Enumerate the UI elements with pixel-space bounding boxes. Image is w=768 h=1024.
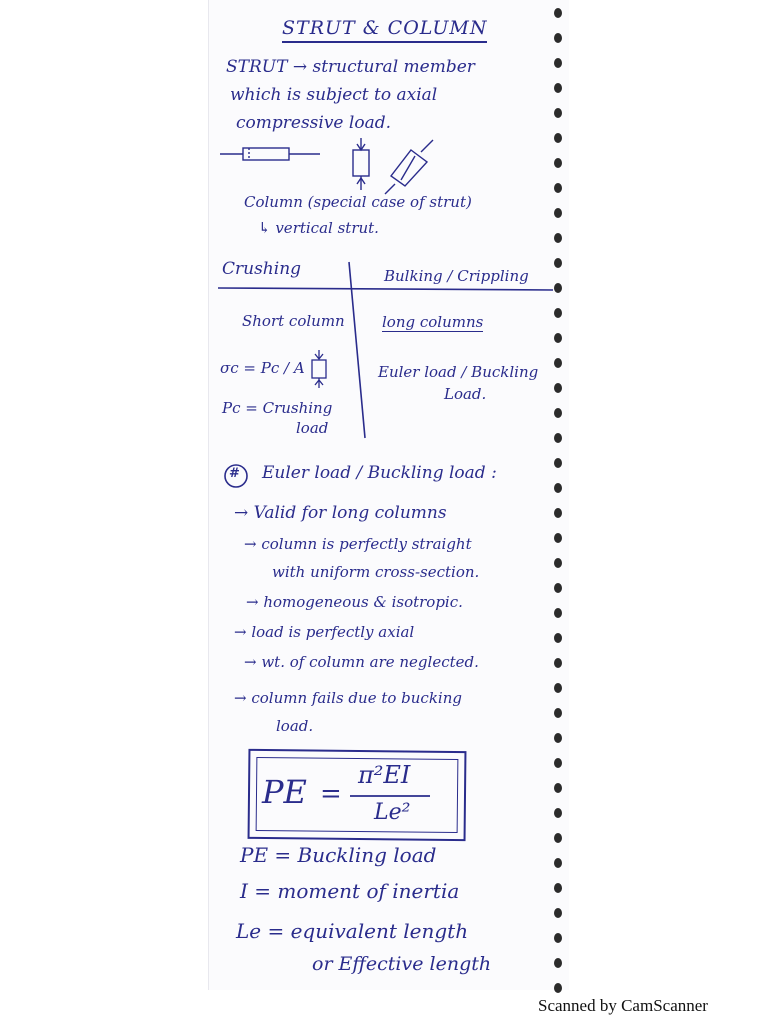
inclined-strut-sketch [385, 140, 433, 194]
spiral-hole [554, 208, 562, 218]
strut-sketches [215, 138, 445, 198]
spiral-hole [554, 858, 562, 868]
spiral-hole [554, 158, 562, 168]
table-header-buckling: Bulking / Crippling [384, 267, 529, 285]
spiral-hole [554, 808, 562, 818]
crushing-stress-formula: σc = Pc / A [220, 359, 305, 377]
definition-i: I = moment of inertia [240, 879, 460, 903]
formula-denominator: Le² [374, 800, 411, 825]
assumption-4: → load is perfectly axial [234, 623, 415, 641]
spiral-binding [552, 4, 566, 994]
spiral-hole [554, 683, 562, 693]
spiral-hole [554, 308, 562, 318]
assumption-2-continued: with uniform cross-section. [272, 563, 480, 581]
spiral-hole [554, 783, 562, 793]
column-note-line-1: Column (special case of strut) [244, 193, 472, 211]
spiral-hole [554, 133, 562, 143]
assumption-1: → Valid for long columns [234, 503, 447, 523]
strut-definition-line-3: compressive load. [236, 113, 391, 133]
crushing-load-note-2: load [296, 419, 329, 437]
vertical-column-sketch [353, 138, 369, 190]
camscanner-footer: Scanned by CamScanner [538, 996, 708, 1015]
assumption-6-continued: load. [276, 717, 314, 735]
spiral-hole [554, 433, 562, 443]
spiral-hole [554, 558, 562, 568]
spiral-hole [554, 833, 562, 843]
assumption-6: → column fails due to bucking [234, 689, 462, 707]
long-columns-label: long columns [382, 313, 484, 331]
spiral-hole [554, 608, 562, 618]
spiral-hole [554, 108, 562, 118]
spiral-hole [554, 483, 562, 493]
spiral-hole [554, 583, 562, 593]
strut-definition-line-2: which is subject to axial [230, 85, 438, 105]
spiral-hole [554, 708, 562, 718]
spiral-hole [554, 283, 562, 293]
assumption-2: → column is perfectly straight [244, 535, 472, 553]
spiral-hole [554, 58, 562, 68]
spiral-hole [554, 33, 562, 43]
spiral-hole [554, 183, 562, 193]
spiral-hole [554, 533, 562, 543]
spiral-hole [554, 733, 562, 743]
spiral-hole [554, 8, 562, 18]
formula-equals: = [320, 779, 342, 809]
page-title: STRUT & COLUMN [282, 18, 487, 43]
spiral-hole [554, 383, 562, 393]
spiral-hole [554, 358, 562, 368]
formula-numerator: π²EI [358, 761, 411, 789]
spiral-hole [554, 333, 562, 343]
short-column-sketch [306, 350, 332, 390]
bullet-hash-symbol: # [229, 466, 240, 481]
spiral-hole [554, 983, 562, 993]
table-header-crushing: Crushing [222, 259, 302, 279]
definition-le-continued: or Effective length [312, 953, 492, 975]
spiral-hole [554, 633, 562, 643]
short-column-label: Short column [242, 312, 345, 330]
spiral-hole [554, 408, 562, 418]
euler-load-note-2: Load. [444, 385, 487, 403]
spiral-hole [554, 233, 562, 243]
formula-lhs: PE [262, 773, 307, 811]
spiral-hole [554, 958, 562, 968]
spiral-hole [554, 933, 562, 943]
strut-definition-line-1: STRUT → structural member [226, 57, 475, 77]
spiral-hole [554, 758, 562, 768]
spiral-hole [554, 883, 562, 893]
formula-fraction-bar [350, 794, 430, 798]
spiral-hole [554, 508, 562, 518]
definition-le: Le = equivalent length [236, 919, 469, 943]
spiral-hole [554, 258, 562, 268]
horizontal-strut-sketch [220, 148, 320, 160]
euler-load-note-1: Euler load / Buckling [378, 363, 539, 381]
assumption-3: → homogeneous & isotropic. [246, 593, 463, 611]
assumption-5: → wt. of column are neglected. [244, 653, 479, 671]
spiral-hole [554, 658, 562, 668]
euler-heading: Euler load / Buckling load : [262, 463, 497, 483]
spiral-hole [554, 83, 562, 93]
spiral-hole [554, 908, 562, 918]
definition-pe: PE = Buckling load [240, 843, 437, 867]
crushing-load-note-1: Pc = Crushing [222, 399, 333, 417]
column-note-line-2: ↳ vertical strut. [258, 219, 379, 237]
spiral-hole [554, 458, 562, 468]
